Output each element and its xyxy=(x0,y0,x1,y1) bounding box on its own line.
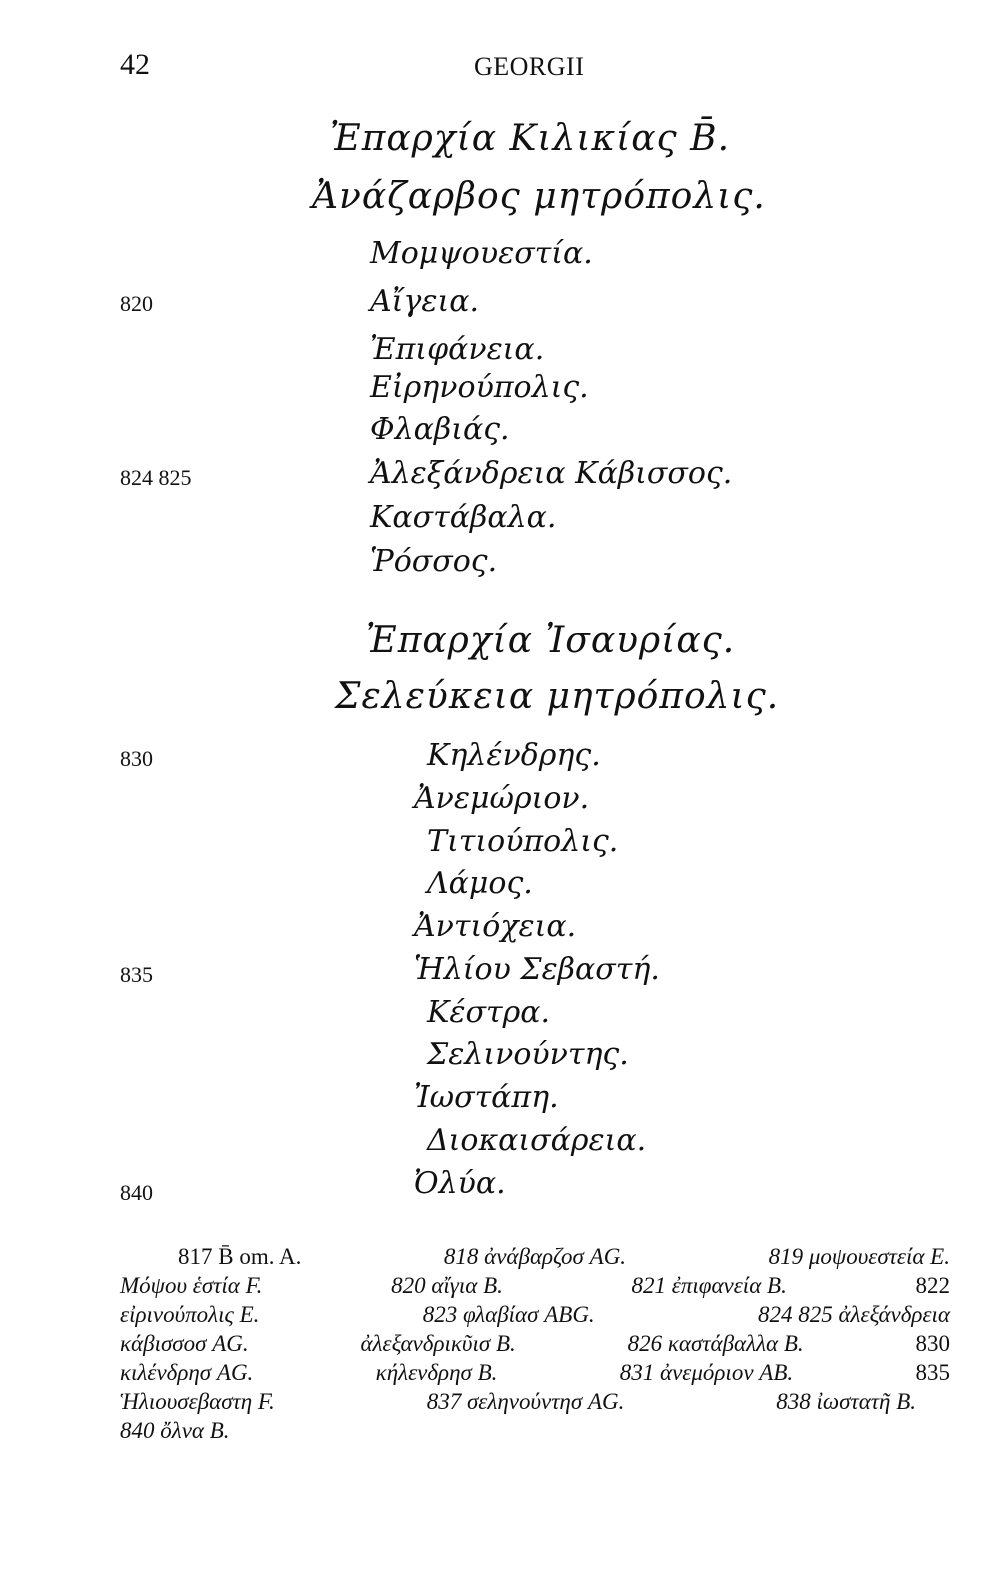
apparatus-entry: 821 ἐπιφανεία B. xyxy=(631,1273,787,1298)
apparatus-entry: 820 αἴγια B. xyxy=(391,1273,503,1298)
apparatus-entry: 835 xyxy=(915,1360,950,1385)
apparatus-entry: 840 ὄλνα B. xyxy=(120,1418,230,1443)
line-number-820: 820 xyxy=(120,291,153,316)
apparatus-entry: 818 ἀνάβαρζοσ AG. xyxy=(443,1244,627,1269)
entry-alexandreia-kabissos: Ἀλεξάνδρεια Κάβισσος. xyxy=(370,456,733,491)
entry-epiphaneia: Ἐπιφάνεια. xyxy=(370,332,545,367)
apparatus-line xyxy=(120,1242,950,1271)
entry-selinountes: Σελινούντης. xyxy=(427,1037,629,1072)
apparatus-entry: 830 xyxy=(915,1331,950,1356)
apparatus-entry: 837 σεληνούντησ AG. xyxy=(426,1389,625,1414)
entry-kestra: Κέστρα. xyxy=(427,995,551,1030)
section-title-cilicia: Ἐπαρχία Κιλικίας B̄. xyxy=(330,118,731,159)
entry-kelendres: Κηλένδρης. xyxy=(427,738,601,773)
section-title-isauria: Ἐπαρχία Ἰσαυρίας. xyxy=(366,620,736,661)
entry-heliou-sebaste: Ἡλίου Σεβαστή. xyxy=(414,952,660,987)
apparatus-entry: 826 καστάβαλλα B. xyxy=(627,1331,804,1356)
apparatus-entry: 831 ἀνεμόριον AB. xyxy=(619,1360,794,1385)
entry-mompsouestia: Μομψουεστία. xyxy=(370,236,593,271)
entry-lamos: Λάμος. xyxy=(427,866,533,901)
apparatus-line xyxy=(120,1358,950,1387)
apparatus-line xyxy=(120,1300,950,1329)
entry-phlabias: Φλαβιάς. xyxy=(370,412,510,447)
entry-titioupolis: Τιτιούπολις. xyxy=(427,824,619,859)
apparatus-entry: εἰρινούπολις E. xyxy=(120,1302,260,1327)
entry-antiocheia: Ἀντιόχεια. xyxy=(414,909,577,944)
entry-olya: Ὀλύα. xyxy=(414,1166,506,1201)
apparatus-entry: 823 φλαβίασ ABG. xyxy=(422,1302,595,1327)
entry-anemorion: Ἀνεμώριον. xyxy=(414,781,590,816)
entry-eirenoupolis: Εἰρηνούπολις. xyxy=(370,370,589,405)
apparatus-entry: 817 B̄ om. A. xyxy=(178,1244,302,1269)
apparatus-line xyxy=(120,1387,950,1416)
entry-kastabala: Καστάβαλα. xyxy=(370,500,557,535)
apparatus-entry: κιλένδρησ AG. xyxy=(120,1360,254,1385)
line-number-835: 835 xyxy=(120,962,153,987)
line-number-830: 830 xyxy=(120,746,153,771)
apparatus-entry: 819 μοψουεστεία E. xyxy=(768,1244,950,1269)
apparatus-entry: 822 xyxy=(915,1273,950,1298)
page-number: 42 xyxy=(120,48,150,81)
apparatus-line xyxy=(120,1329,950,1358)
apparatus-entry: ἀλεξανδρικῦισ B. xyxy=(360,1331,516,1356)
apparatus-entry: 838 ἰωστατῆ B. xyxy=(776,1389,916,1414)
entry-aigeia: Αἴγεια. xyxy=(370,284,480,319)
line-number-824-825: 824 825 xyxy=(120,465,192,490)
apparatus-line xyxy=(120,1416,950,1445)
apparatus-entry: 824 825 ἀλεξάνδρεια xyxy=(757,1302,950,1327)
entry-diokaisareia: Διοκαισάρεια. xyxy=(427,1123,647,1158)
entry-rhossos: Ῥόσσος. xyxy=(370,544,498,579)
apparatus-entry: κάβισσοσ AG. xyxy=(120,1331,249,1356)
apparatus-entry: Μόψου ἑστία F. xyxy=(120,1273,263,1298)
metropolis-anazarbos: Ἀνάζαρβος μητρόπολις. xyxy=(312,176,766,217)
critical-apparatus xyxy=(120,1242,950,1445)
apparatus-entry: Ἡλιουσεβαστη F. xyxy=(120,1389,275,1414)
line-number-840: 840 xyxy=(120,1180,153,1205)
entry-iostape: Ἰωστάπη. xyxy=(414,1080,559,1115)
metropolis-seleukeia: Σελεύκεια μητρόπολις. xyxy=(335,676,780,717)
apparatus-entry: κήλενδρησ B. xyxy=(375,1360,498,1385)
running-title: GEORGII xyxy=(474,52,585,81)
apparatus-line xyxy=(120,1271,950,1300)
